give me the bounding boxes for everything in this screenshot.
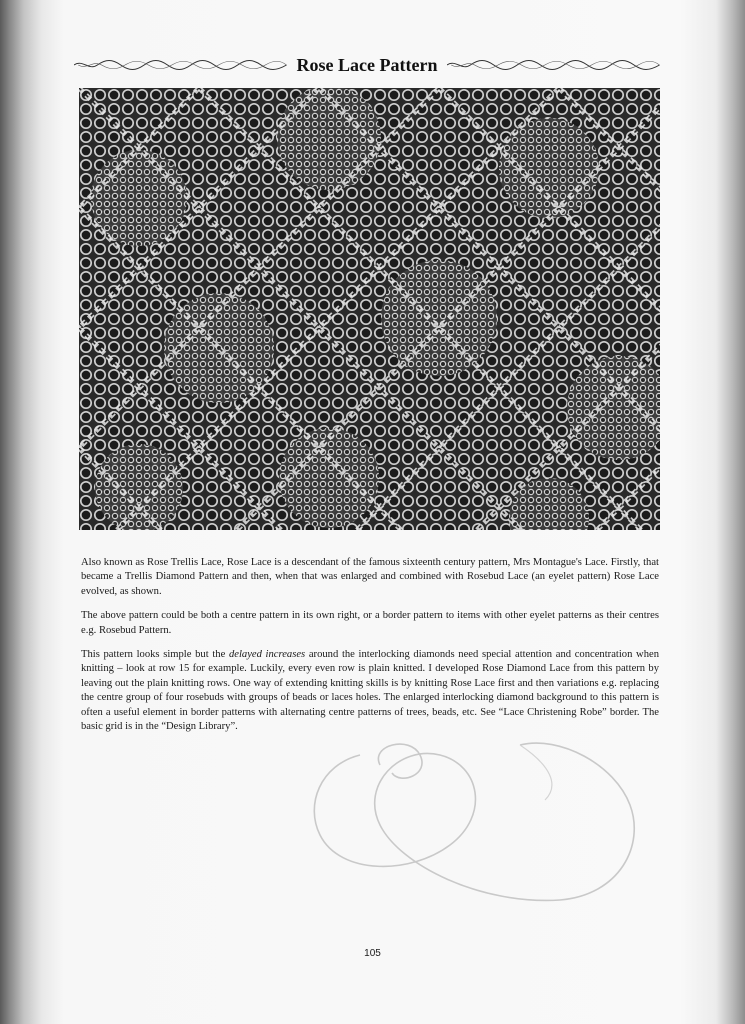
page-title: Rose Lace Pattern [296,54,438,75]
paragraph-history: Also known as Rose Trellis Lace, Rose Lace is a descendant of the famous sixteenth century pattern, Mrs Montague's Lace. Firstly, that became a Trellis Diamond Pattern and then, when that was enlarged and combined with Rosebud Lace (an eyelet pattern) Rose Lace evolved, as shown. [81,557,659,597]
paragraph-technique-start: This pattern looks simple but the [81,649,229,661]
paragraph-technique [81,648,659,734]
emphasis-delayed-increases: delayed increases [228,649,306,661]
description-text [81,556,659,744]
paragraph-usage: The above pattern could be both a centre pattern in its own right, or a border pattern to items with other eyelet patterns as their centres e.g. Rosebud Pattern. [81,610,659,636]
title-row [74,50,660,80]
page-number: 105 [364,948,381,959]
paragraph-technique-rest: around the interlocking diamonds need special attention and concentration when knitting – look at row 15 for example. Luckily, every even row is plain knitted. I developed Rose Diamond Lace from this pattern by leaving out the plain knitting rows. One way of extending knitting skills is by knitting Rose Lace first and then variations e.g. replacing the centre group of four rosebuds with groups of beads or laces holes. The enlarged interlocking diamond background to this pattern is often a useful element in border patterns with alternating centre patterns of trees, beads, etc. See “Lace Christening Robe” border. The basic grid is in the “Design Library”. [81,649,659,733]
yarn-swirl-ornament [300,725,660,915]
right-flourish-ornament [447,58,660,72]
lace-swatch-photo [79,88,660,530]
lace-pattern-graphic [79,88,660,530]
left-flourish-ornament [74,58,287,72]
